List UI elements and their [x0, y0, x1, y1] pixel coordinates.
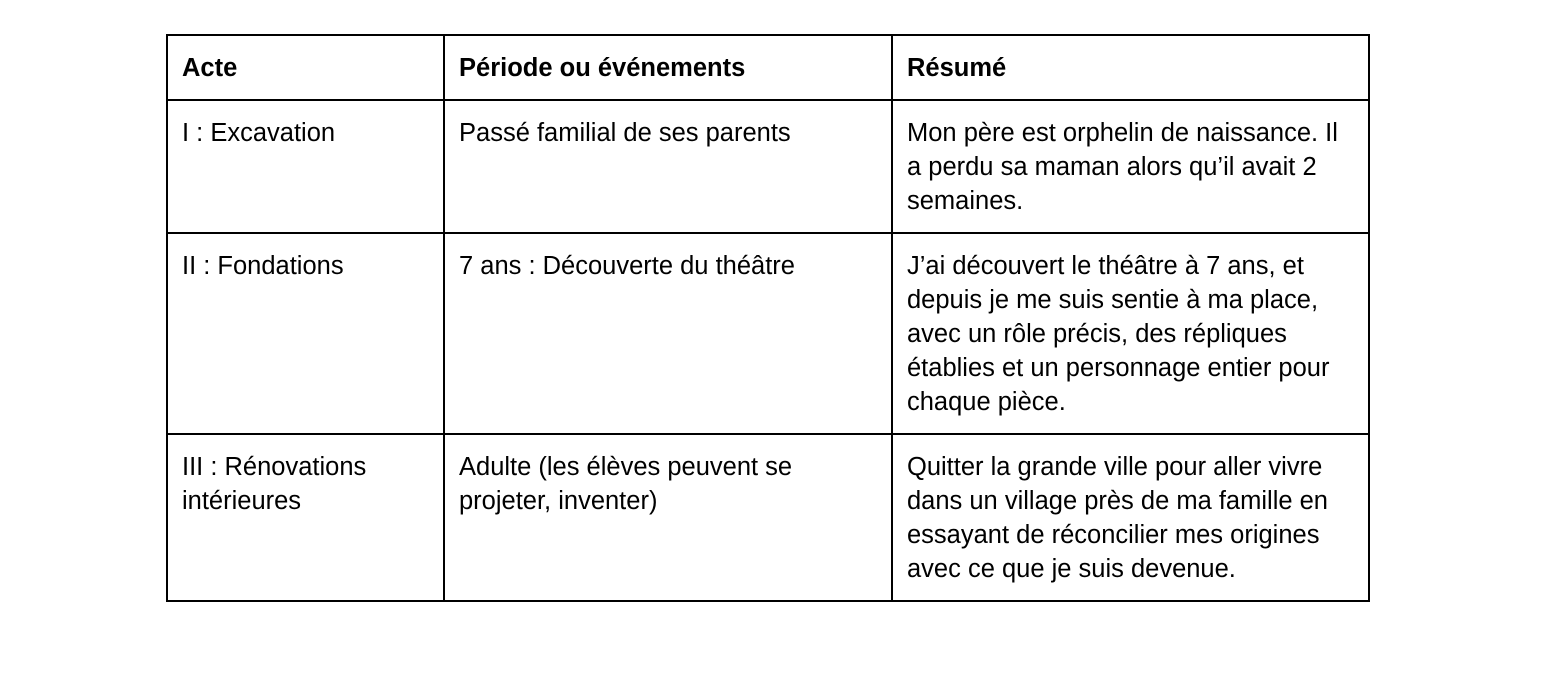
header-resume: Résumé	[892, 35, 1369, 100]
table-row	[167, 233, 1369, 434]
cell-acte: II : Fondations	[167, 233, 444, 434]
cell-periode: Adulte (les élèves peuvent se projeter, inventer)	[444, 434, 892, 601]
cell-resume: Quitter la grande ville pour aller vivre dans un village près de ma famille en essayant de réconcilier mes origines avec ce que je suis devenue.	[892, 434, 1369, 601]
cell-periode: 7 ans : Découverte du théâtre	[444, 233, 892, 434]
table-header-row	[167, 35, 1369, 100]
acts-table	[166, 34, 1370, 602]
cell-periode: Passé familial de ses parents	[444, 100, 892, 233]
header-acte: Acte	[167, 35, 444, 100]
cell-resume: Mon père est orphelin de naissance. Il a perdu sa maman alors qu’il avait 2 semaines.	[892, 100, 1369, 233]
cell-resume: J’ai découvert le théâtre à 7 ans, et depuis je me suis sentie à ma place, avec un rôle précis, des répliques établies et un personnage entier pour chaque pièce.	[892, 233, 1369, 434]
table-row	[167, 434, 1369, 601]
cell-acte: III : Rénovations intérieures	[167, 434, 444, 601]
table-row	[167, 100, 1369, 233]
header-periode: Période ou événements	[444, 35, 892, 100]
cell-acte: I : Excavation	[167, 100, 444, 233]
